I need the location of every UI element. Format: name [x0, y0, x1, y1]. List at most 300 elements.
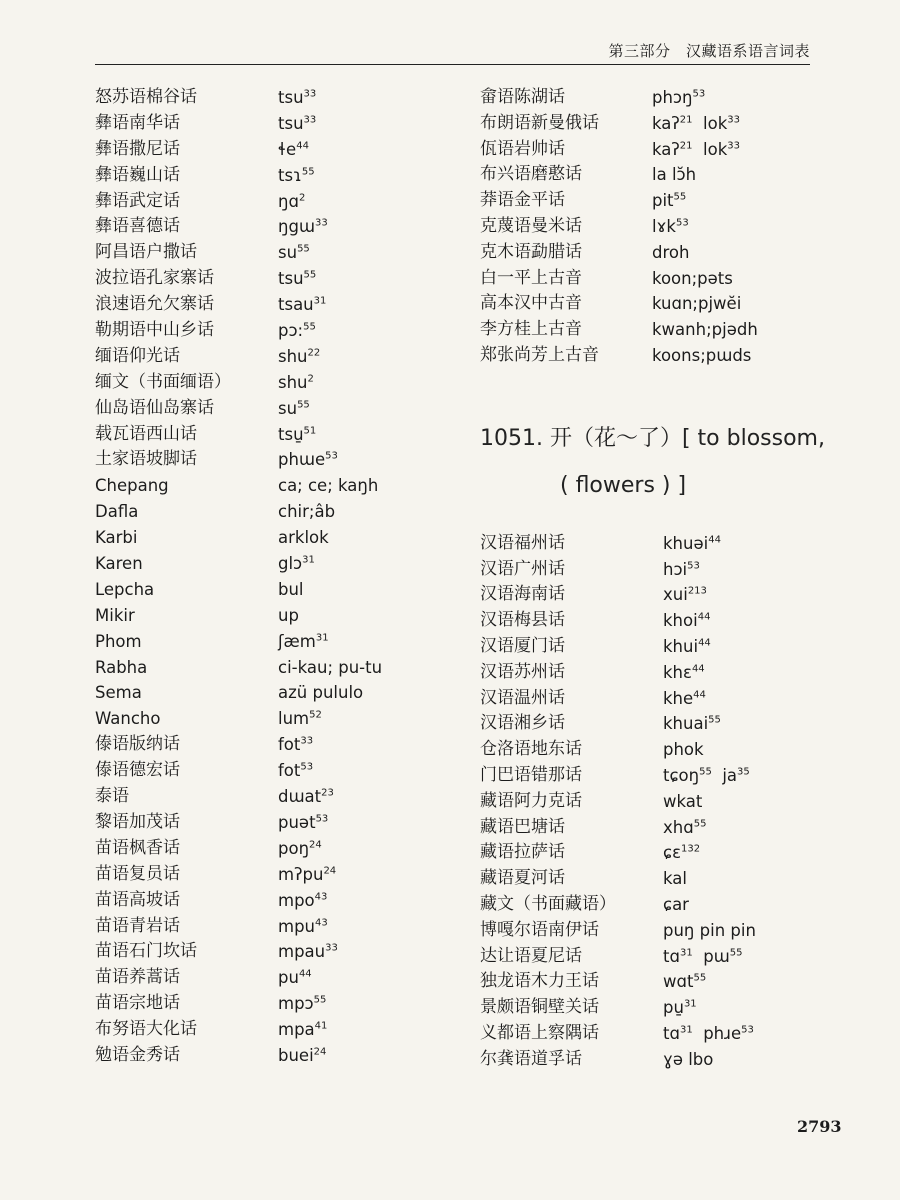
language-name: 苗语高坡话 — [95, 889, 180, 910]
entry-row — [95, 991, 475, 1017]
language-name: 仓洛语地东话 — [480, 739, 582, 760]
tone-number: 44 — [691, 663, 705, 675]
entry-row — [95, 629, 475, 655]
form-text: ɕɛ — [663, 843, 681, 863]
entry-row — [95, 551, 475, 577]
form-text: fot — [278, 735, 301, 755]
form-text: khui — [663, 636, 699, 656]
language-name: 勒期语中山乡话 — [95, 320, 214, 341]
tone-number: 23 — [321, 787, 334, 799]
entry-row — [95, 292, 475, 318]
tone-number: 55 — [303, 321, 316, 333]
entry-row — [95, 240, 475, 266]
language-name: 达让语夏尼话 — [480, 945, 582, 966]
word-form — [652, 317, 758, 343]
form-text: ɬe — [278, 139, 297, 159]
tone-number: 21 — [679, 114, 693, 126]
tone-number: 53 — [315, 813, 329, 825]
word-form — [278, 499, 335, 525]
word-form — [278, 85, 316, 111]
form-text: phok — [663, 740, 704, 760]
language-name: 李方桂上古音 — [480, 319, 582, 340]
language-name: 傣语版纳话 — [95, 734, 180, 755]
language-name: Mikir — [95, 605, 135, 625]
entry-row — [480, 763, 830, 789]
form-text: arklok — [278, 528, 329, 548]
word-form — [278, 758, 313, 784]
form-text: khuai — [663, 714, 709, 734]
form-text: puət — [278, 812, 316, 832]
word-form — [278, 680, 363, 706]
language-name: 彝语喜德话 — [95, 216, 180, 237]
entry-row — [95, 499, 475, 525]
word-form — [278, 991, 326, 1017]
entry-row — [480, 660, 830, 686]
word-form — [278, 370, 314, 396]
word-form — [278, 422, 316, 448]
word-form — [278, 888, 327, 914]
form-text: mpu — [278, 916, 316, 936]
form-text: glɔ — [278, 554, 303, 574]
language-name: 汉语海南话 — [480, 584, 565, 605]
entry-row — [95, 111, 475, 137]
word-form — [278, 655, 382, 681]
entry-row — [95, 1043, 475, 1069]
entry-row — [480, 995, 830, 1021]
entry-row — [480, 111, 830, 137]
form-text: la lɔ̆h — [652, 165, 697, 185]
language-name: 浪速语允欠寨话 — [95, 294, 214, 315]
form-text: puŋ pin pin — [663, 920, 756, 940]
language-name: 载瓦语西山话 — [95, 423, 197, 444]
tone-number: 52 — [309, 709, 322, 721]
right-entries-top — [480, 85, 830, 369]
entry-row — [480, 291, 830, 317]
word-form — [278, 603, 299, 629]
tone-number: 31 — [302, 554, 315, 566]
language-name: 彝语武定话 — [95, 190, 180, 211]
word-form — [652, 266, 733, 292]
language-name: 彝语南华话 — [95, 112, 180, 133]
word-form — [663, 711, 721, 737]
tone-number: 44 — [708, 534, 721, 546]
tone-number: 31 — [313, 295, 327, 307]
entry-row — [95, 888, 475, 914]
entry-row — [480, 343, 830, 369]
form-text: khoi — [663, 611, 698, 631]
word-form — [278, 939, 338, 965]
entry-row — [95, 965, 475, 991]
entry-row — [95, 758, 475, 784]
word-form — [278, 551, 315, 577]
entry-row — [480, 531, 830, 557]
tone-number: 55 — [699, 766, 712, 778]
entry-row — [480, 866, 830, 892]
language-name: 波拉语孔家寨话 — [95, 268, 214, 289]
word-form — [663, 608, 710, 634]
entry-row — [480, 266, 830, 292]
word-form — [278, 447, 338, 473]
language-name: Wancho — [95, 709, 161, 729]
language-name: 藏语巴塘话 — [480, 816, 565, 837]
form-text: pu — [278, 968, 299, 988]
word-form — [278, 214, 328, 240]
tone-number: 31 — [683, 998, 697, 1010]
language-name: 布兴语磨憨话 — [480, 164, 582, 185]
tone-number-second: 53 — [741, 1024, 754, 1036]
language-name: 藏文（书面藏语） — [480, 893, 616, 914]
entry-row — [95, 862, 475, 888]
language-name: 阿昌语户撒话 — [95, 242, 197, 263]
language-name: 畲语陈湖话 — [480, 87, 565, 107]
tone-number: 33 — [300, 735, 314, 747]
form-text-second: lok — [703, 113, 728, 133]
word-form — [652, 188, 686, 214]
form-text: ca; ce; kaŋh — [278, 476, 379, 496]
language-name: 苗语青岩话 — [95, 915, 180, 936]
form-text-second: pɯ — [703, 946, 730, 966]
tone-number: 2 — [298, 192, 306, 204]
word-form — [663, 866, 687, 892]
word-form — [278, 137, 309, 163]
word-form — [652, 214, 689, 240]
language-name: 缅文（书面缅语） — [95, 371, 231, 392]
tone-number: 31 — [315, 632, 329, 644]
language-name: Lepcha — [95, 579, 155, 599]
form-text: tsɿ — [278, 165, 302, 185]
language-name: 黎语加茂话 — [95, 811, 180, 832]
form-text: mpɔ — [278, 994, 314, 1014]
entry-row — [480, 608, 830, 634]
form-text: droh — [652, 242, 690, 262]
form-text: pit — [652, 191, 674, 211]
tone-number: 31 — [679, 1024, 693, 1036]
language-name: 藏语拉萨话 — [480, 842, 565, 863]
word-form — [278, 836, 322, 862]
tone-number: 43 — [315, 917, 328, 928]
entry-row — [480, 969, 830, 995]
language-name: 高本汉中古音 — [480, 293, 582, 314]
entry-row — [480, 789, 830, 815]
tone-number: 22 — [307, 347, 321, 359]
word-form — [652, 343, 751, 369]
tone-number: 53 — [300, 761, 314, 773]
word-form — [278, 292, 326, 318]
entry-row — [480, 815, 830, 841]
form-text: khɛ — [663, 662, 692, 682]
entry-row — [95, 836, 475, 862]
form-text: koon;pəts — [652, 268, 733, 288]
entry-heading-line2: ( flowers ) ] — [560, 472, 687, 498]
tone-number: 55 — [301, 166, 315, 178]
entry-row — [95, 344, 475, 370]
tone-number: 33 — [315, 217, 328, 229]
form-text: ɕar — [663, 894, 689, 914]
language-name: 苗语石门坎话 — [95, 941, 197, 962]
word-form — [278, 784, 334, 810]
entry-heading — [480, 421, 830, 531]
tone-number: 53 — [325, 450, 338, 462]
word-form — [663, 944, 742, 970]
tone-number: 33 — [303, 88, 317, 100]
word-form — [278, 862, 336, 888]
running-header — [95, 40, 810, 65]
tone-number-second: 35 — [737, 766, 750, 778]
word-form — [652, 162, 696, 188]
form-text: kuɑn;pjwĕi — [652, 294, 742, 314]
tone-number: 55 — [693, 972, 707, 984]
word-form — [663, 660, 705, 686]
language-name: 独龙语木力王话 — [480, 971, 599, 992]
language-name: 景颇语铜壁关话 — [480, 997, 599, 1018]
entry-row — [480, 1021, 830, 1047]
language-name: 布努语大化话 — [95, 1019, 197, 1040]
language-name: 汉语厦门话 — [480, 635, 565, 656]
tone-number: 44 — [698, 637, 711, 649]
language-name: 藏语夏河话 — [480, 868, 565, 889]
word-form — [663, 557, 700, 583]
form-text: kaʔ — [652, 113, 680, 133]
entry-row — [480, 188, 830, 214]
form-text: kaʔ — [652, 139, 680, 159]
language-name: 苗语复员话 — [95, 863, 180, 884]
entry-row — [95, 422, 475, 448]
language-name: Chepang — [95, 476, 169, 496]
form-text: tsu — [278, 88, 304, 107]
form-text: tɑ — [663, 1023, 680, 1043]
form-text: kal — [663, 869, 687, 889]
tone-number: 43 — [314, 891, 328, 903]
form-text: tɕoŋ — [663, 765, 700, 785]
form-text: khuəi — [663, 533, 709, 553]
form-text: tsau — [278, 295, 314, 315]
word-form — [278, 189, 305, 215]
word-form — [652, 85, 705, 111]
word-form — [663, 686, 706, 712]
language-name: 苗语枫香话 — [95, 837, 180, 858]
entry-row — [95, 214, 475, 240]
form-text: chir;âb — [278, 502, 336, 522]
form-text: kwanh;pjədh — [652, 320, 758, 340]
word-form — [663, 892, 689, 918]
form-text: dɯat — [278, 787, 322, 807]
language-name: 仙岛语仙岛寨话 — [95, 397, 214, 418]
language-name: 克蔑语曼米话 — [480, 215, 582, 236]
form-text: hɔi — [663, 559, 688, 579]
form-text: lɤk — [652, 216, 676, 236]
language-name: 泰语 — [95, 786, 129, 807]
tone-number-second: 33 — [727, 140, 740, 152]
language-name: 博嘎尔语南伊话 — [480, 919, 599, 940]
form-text: su — [278, 398, 298, 418]
language-name: 怒苏语棉谷话 — [95, 87, 197, 107]
language-name: 汉语湘乡话 — [480, 713, 565, 734]
tone-number: 41 — [314, 1020, 328, 1032]
language-name: Karbi — [95, 528, 138, 548]
word-form — [663, 1021, 754, 1047]
form-text: ŋɑ — [278, 191, 299, 211]
form-text: poŋ — [278, 838, 310, 858]
entry-row — [480, 944, 830, 970]
tone-number-second: 55 — [729, 947, 743, 959]
entry-row — [95, 914, 475, 940]
tone-number: 44 — [693, 689, 706, 701]
language-name: 彝语撒尼话 — [95, 138, 180, 159]
form-text: mpo — [278, 890, 315, 910]
entry-row — [95, 396, 475, 422]
entry-row — [480, 840, 830, 866]
form-text: wkat — [663, 791, 703, 811]
tone-number: 44 — [697, 611, 711, 623]
language-name: 汉语福州话 — [480, 532, 565, 553]
word-form — [663, 918, 756, 944]
word-form — [652, 240, 689, 266]
form-text-second: lok — [703, 139, 728, 159]
entry-row — [480, 214, 830, 240]
entry-row — [95, 655, 475, 681]
tone-number: 55 — [297, 243, 310, 255]
word-form — [278, 111, 316, 137]
page-number: 2793 — [797, 1117, 842, 1136]
header-title: 第三部分 汉藏语系语言词表 — [608, 42, 810, 60]
form-text: pu̱ — [663, 998, 684, 1018]
word-form — [278, 1043, 326, 1069]
language-name: 勉语金秀话 — [95, 1044, 180, 1065]
form-text: mpa — [278, 1020, 315, 1040]
tone-number: 31 — [679, 947, 693, 959]
entry-row — [95, 784, 475, 810]
language-name: 苗语养蒿话 — [95, 967, 180, 988]
form-text: xhɑ — [663, 817, 694, 837]
form-text: ci-kau; pu-tu — [278, 657, 383, 677]
tone-number: 55 — [297, 399, 310, 411]
left-column — [95, 85, 475, 1069]
language-name: 尔龚语道孚话 — [480, 1048, 582, 1069]
language-name: Karen — [95, 554, 143, 574]
word-form — [278, 525, 329, 551]
entry-row — [95, 706, 475, 732]
word-form — [663, 634, 711, 660]
entry-row — [95, 447, 475, 473]
tone-number: 53 — [687, 560, 700, 572]
form-text: tsu̱ — [278, 424, 304, 444]
tone-number: 53 — [692, 88, 706, 100]
language-name: Sema — [95, 683, 142, 703]
entry-row — [95, 810, 475, 836]
word-form — [278, 965, 312, 991]
entry-row — [95, 163, 475, 189]
entry-row — [95, 525, 475, 551]
entry-row — [95, 939, 475, 965]
language-name: 汉语苏州话 — [480, 661, 565, 682]
language-name: Dafla — [95, 502, 139, 522]
language-name: 义都语上察隅话 — [480, 1022, 599, 1043]
entry-row — [480, 1047, 830, 1073]
word-form — [278, 1017, 327, 1043]
form-text: pɔ: — [278, 321, 304, 341]
form-text: tɑ — [663, 946, 680, 966]
language-name: Phom — [95, 631, 142, 651]
language-name: 郑张尚芳上古音 — [480, 344, 599, 365]
form-text: up — [278, 605, 299, 625]
word-form — [663, 582, 707, 608]
language-name: 彝语巍山话 — [95, 164, 180, 185]
tone-number: 55 — [673, 191, 687, 203]
word-form — [278, 473, 378, 499]
word-form — [663, 1047, 713, 1073]
word-form — [278, 318, 316, 344]
right-entries-bottom — [480, 531, 830, 1073]
tone-number: 21 — [679, 140, 693, 152]
word-form — [278, 163, 315, 189]
language-name: 莽语金平话 — [480, 190, 565, 211]
form-text: phɯe — [278, 450, 326, 470]
form-text: xui — [663, 585, 688, 605]
entry-row — [480, 240, 830, 266]
form-text: azü pululo — [278, 683, 364, 703]
form-text: shu — [278, 346, 308, 366]
entry-row — [480, 137, 830, 163]
tone-number: 44 — [298, 968, 312, 980]
word-form — [663, 531, 721, 557]
entry-row — [480, 892, 830, 918]
word-form — [652, 111, 740, 137]
entry-row — [480, 162, 830, 188]
entry-row — [95, 85, 475, 111]
form-text: tsu — [278, 269, 304, 289]
word-form — [278, 810, 328, 836]
entry-row — [480, 634, 830, 660]
word-form — [278, 577, 304, 603]
word-form — [278, 914, 328, 940]
word-form — [278, 629, 329, 655]
language-name: 白一平上古音 — [480, 267, 582, 288]
form-text: shu — [278, 372, 308, 392]
form-text: buei — [278, 1045, 314, 1065]
language-name: 门巴语错那话 — [480, 764, 582, 785]
word-form — [652, 291, 741, 317]
form-text: mʔpu — [278, 864, 324, 884]
form-text: lum — [278, 709, 310, 729]
word-form — [278, 732, 313, 758]
word-form — [663, 969, 706, 995]
form-text: wɑt — [663, 972, 694, 992]
tone-number: 53 — [675, 217, 689, 229]
entry-row — [95, 189, 475, 215]
form-text: ʃæm — [278, 631, 316, 651]
entry-row — [95, 473, 475, 499]
language-name: Rabha — [95, 657, 148, 677]
form-text: bul — [278, 579, 304, 599]
entry-row — [480, 918, 830, 944]
tone-number: 24 — [313, 1046, 327, 1058]
entry-row — [95, 318, 475, 344]
word-form — [663, 995, 697, 1021]
word-form — [278, 240, 310, 266]
language-name: 土家语坡脚话 — [95, 449, 197, 470]
form-text: tsu — [278, 113, 304, 133]
tone-number: 2 — [307, 373, 314, 385]
language-name: 汉语广州话 — [480, 558, 565, 579]
language-name: 汉语温州话 — [480, 687, 565, 708]
tone-number: 55 — [708, 714, 721, 726]
entry-row — [95, 1017, 475, 1043]
form-text: koons;pɯds — [652, 345, 752, 365]
tone-number: 44 — [296, 140, 309, 152]
tone-number: 24 — [309, 839, 322, 851]
entry-row — [95, 603, 475, 629]
word-form — [663, 763, 750, 789]
